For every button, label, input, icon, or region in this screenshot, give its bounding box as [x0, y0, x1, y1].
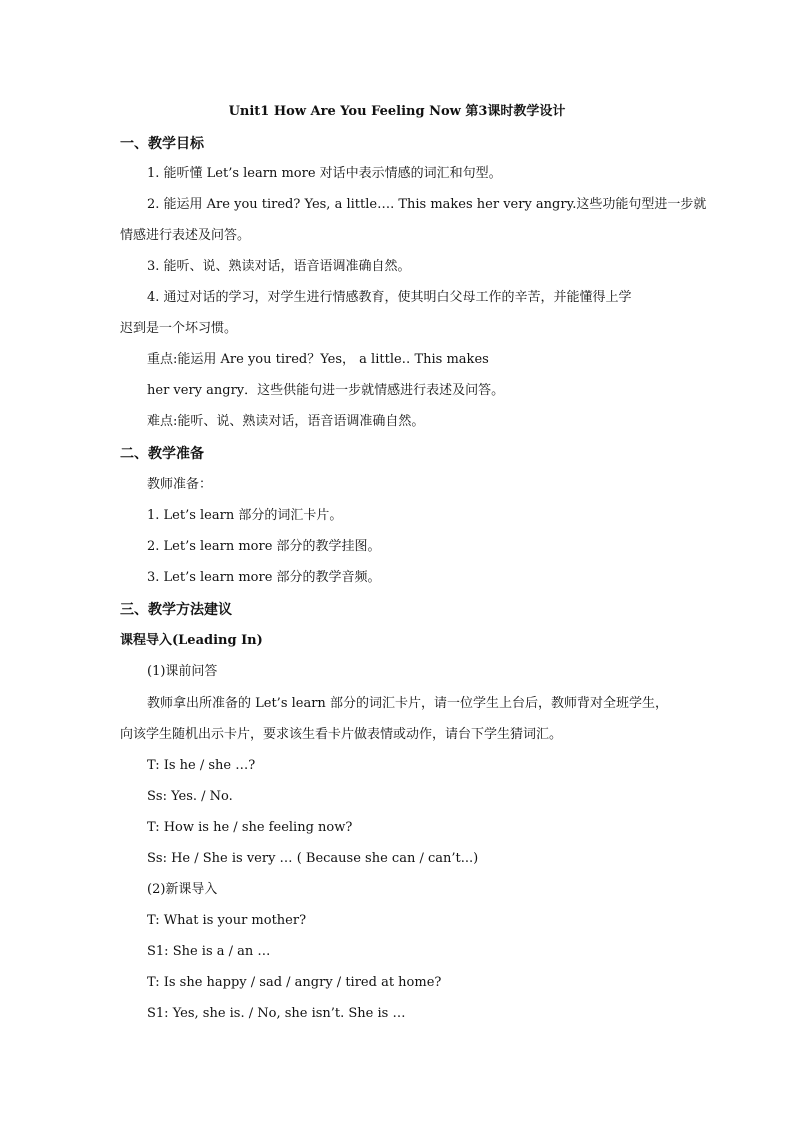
leading-in-heading: 课程导入(Leading In) [120, 633, 263, 648]
dialog-1-line-1: T: Is he / she …? [147, 758, 256, 773]
step-2-label: (2)新课导入 [147, 882, 218, 897]
step-1-paragraph-line-2: 向该学生随机出示卡片，要求该生看卡片做表情或动作，请台下学生猜词汇。 [120, 727, 563, 742]
step-1-label: (1)课前问答 [147, 664, 218, 679]
key-point-line-2: her very angry．这些供能句进一步就情感进行表述及问答。 [147, 383, 505, 398]
prep-item-2: 2. Let’s learn more 部分的教学挂图。 [147, 539, 381, 554]
prep-item-1: 1. Let’s learn 部分的词汇卡片。 [147, 508, 343, 523]
document-title: Unit1 How Are You Feeling Now 第3课时教学设计 [228, 104, 566, 119]
teacher-prep-label: 教师准备： [147, 477, 213, 492]
goal-3: 3. 能听、说、熟读对话，语音语调准确自然。 [147, 259, 411, 274]
dialog-2-line-2: S1: She is a / an … [147, 944, 271, 959]
section-heading-method: 三、教学方法建议 [120, 602, 232, 618]
dialog-1-line-4: Ss: He / She is very … ( Because she can / can’t...) [147, 851, 479, 866]
goal-2-line-1: 2. 能运用 Are you tired? Yes, a little…. This makes her very angry.这些功能句型进一步就 [147, 197, 707, 212]
step-1-paragraph-line-1: 教师拿出所准备的 Let’s learn 部分的词汇卡片，请一位学生上台后，教师背对全班学生， [147, 696, 668, 711]
goal-4-line-1: 4. 通过对话的学习，对学生进行情感教育，使其明白父母工作的辛苦，并能懂得上学 [147, 290, 632, 305]
section-heading-prep: 二、教学准备 [120, 446, 204, 462]
dialog-1-line-3: T: How is he / she feeling now? [147, 820, 353, 835]
dialog-2-line-1: T: What is your mother? [147, 913, 307, 928]
goal-2-line-2: 情感进行表述及问答。 [120, 228, 251, 243]
section-heading-goals: 一、教学目标 [120, 136, 204, 152]
key-point-line-1: 重点:能运用 Are you tired？Yes， a little‥ This makes [147, 352, 489, 367]
dialog-1-line-2: Ss: Yes. / No. [147, 789, 233, 804]
goal-1: 1. 能听懂 Let’s learn more 对话中表示情感的词汇和句型。 [147, 166, 502, 181]
dialog-2-line-3: T: Is she happy / sad / angry / tired at home? [147, 975, 442, 990]
goal-4-line-2: 迟到是一个坏习惯。 [120, 321, 238, 336]
prep-item-3: 3. Let’s learn more 部分的教学音频。 [147, 570, 381, 585]
difficulty-point: 难点:能听、说、熟读对话，语音语调准确自然。 [147, 414, 425, 429]
dialog-2-line-4: S1: Yes, she is. / No, she isn’t. She is … [147, 1006, 406, 1021]
